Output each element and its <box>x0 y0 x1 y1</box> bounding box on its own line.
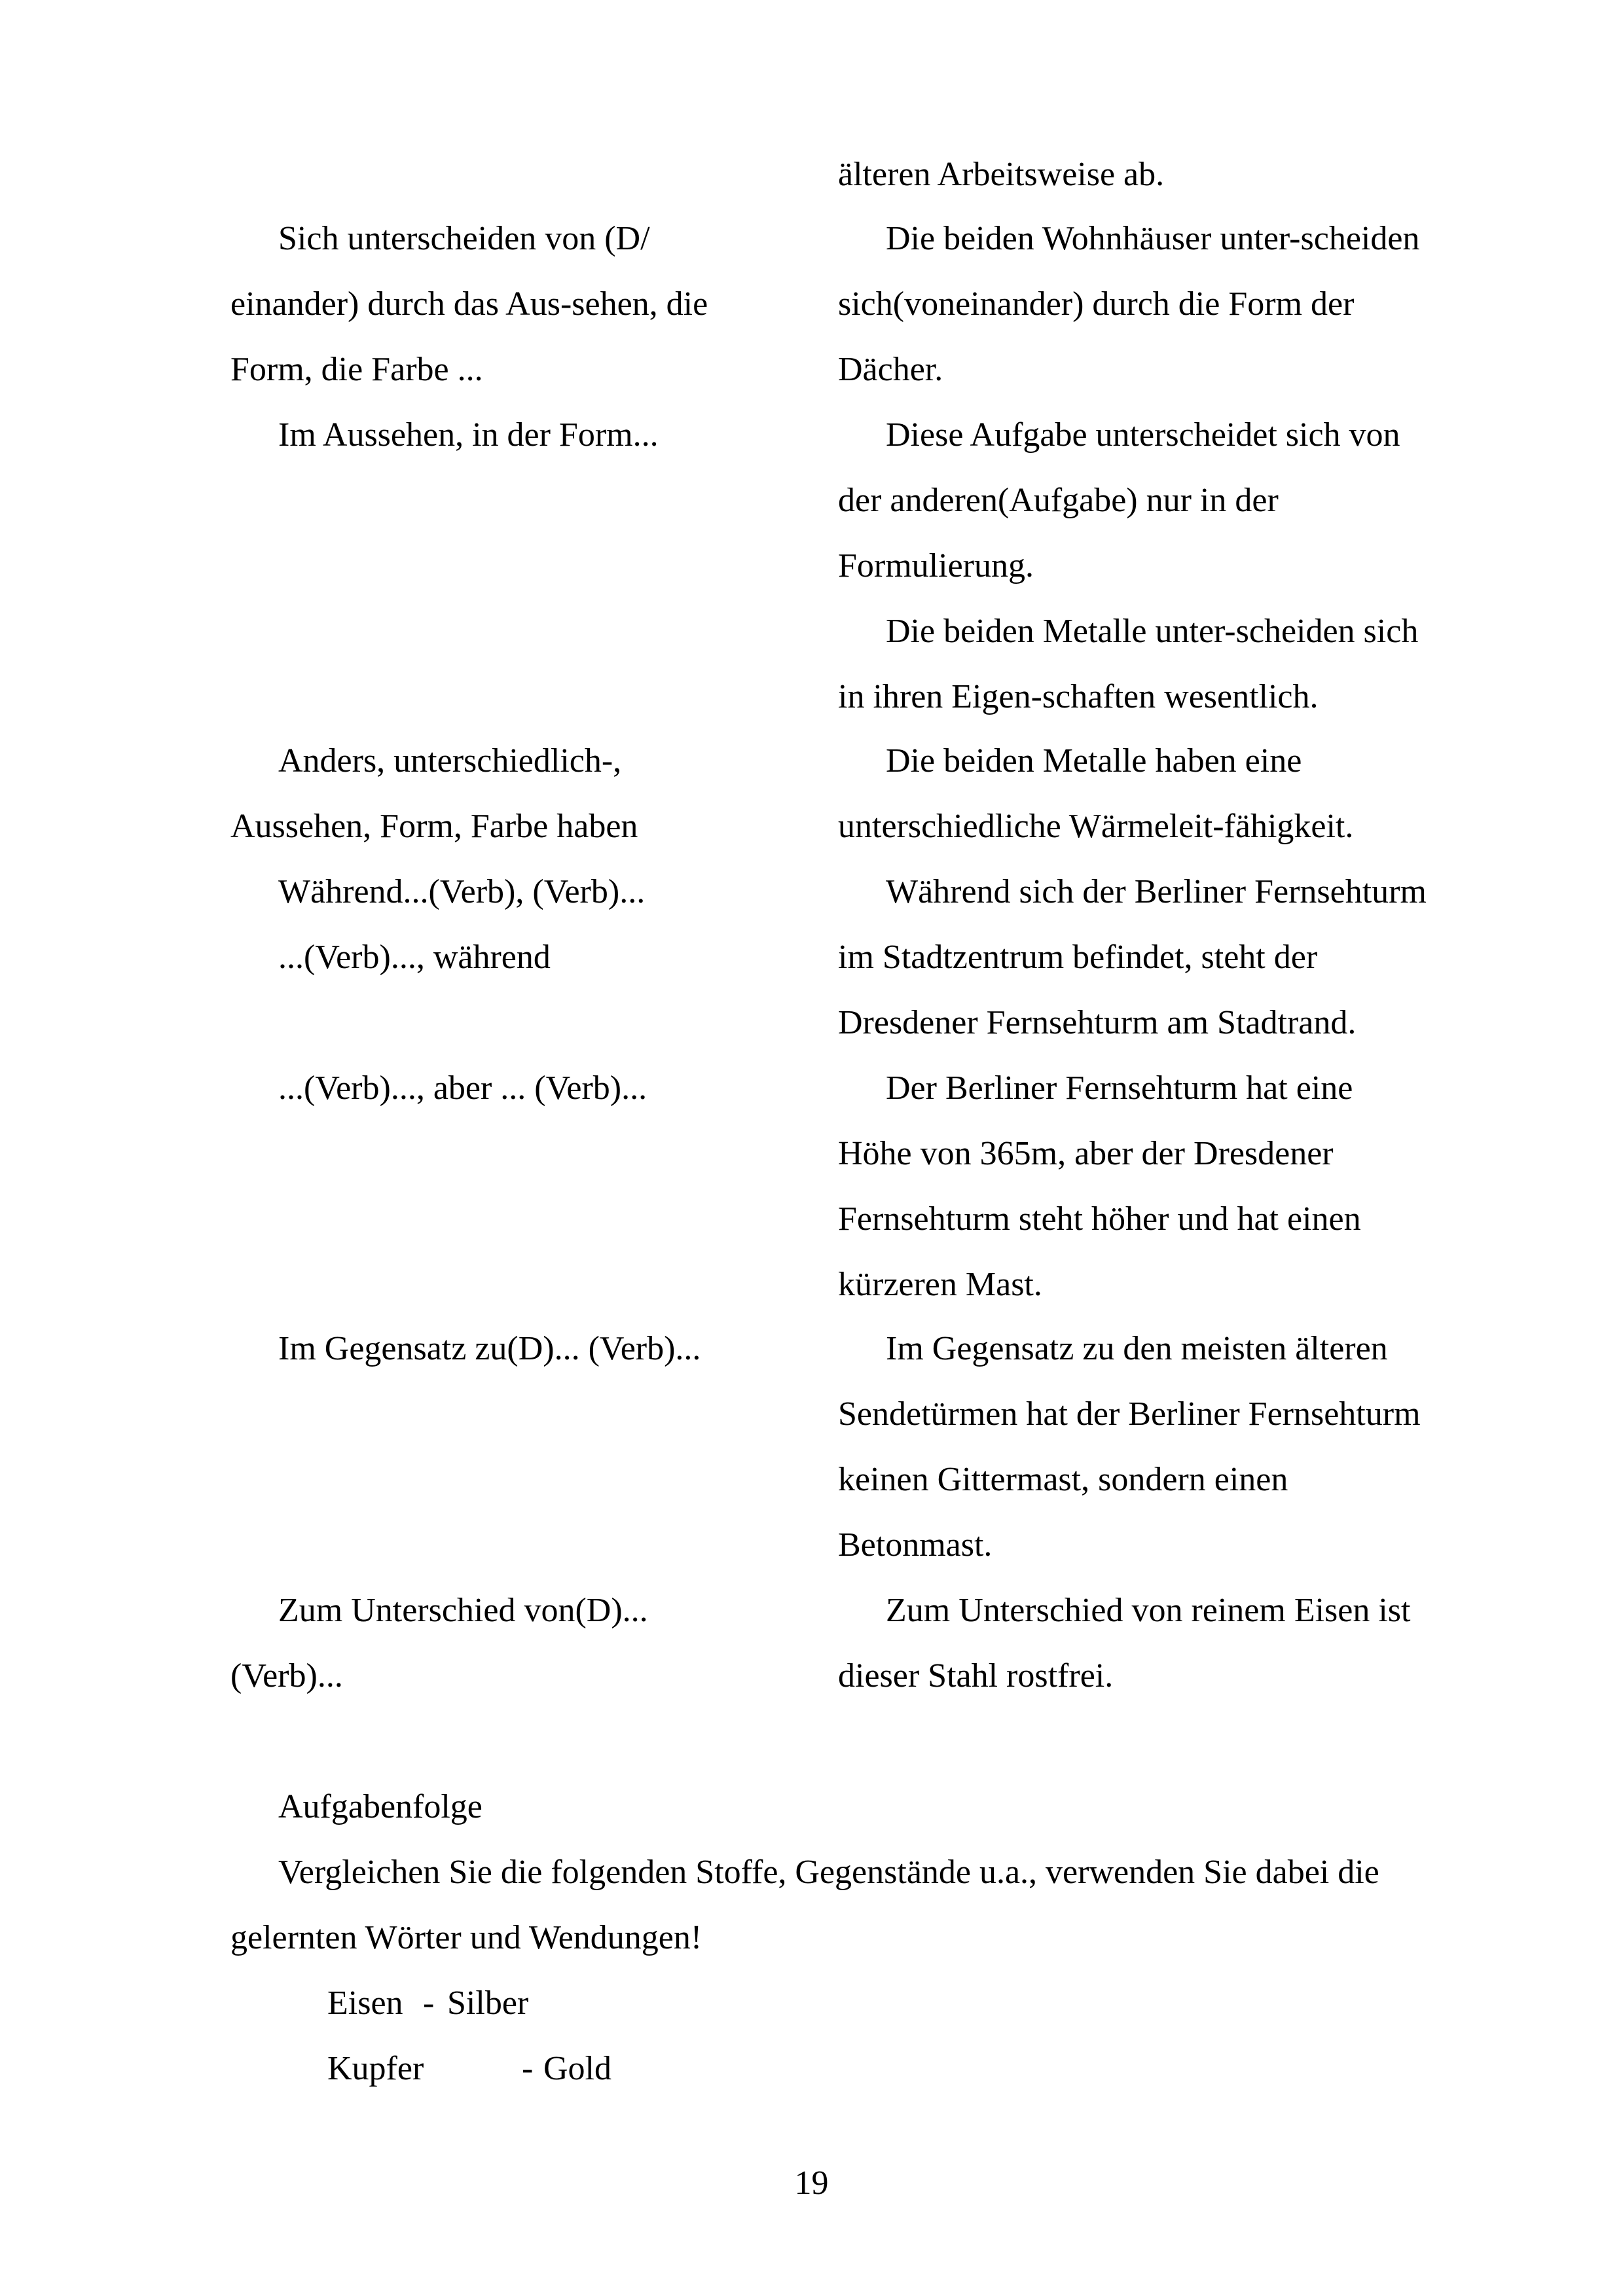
pair-1-separator: - <box>423 1984 435 2022</box>
right-line-14: Dresdener Fernsehturm am Stadtrand. <box>838 1004 1357 1041</box>
right-line-11: unterschiedliche Wärmeleit-fähigkeit. <box>838 808 1354 845</box>
left-line-12: (Verb)... <box>230 1657 343 1695</box>
right-line-1: älteren Arbeitsweise ab. <box>838 156 1165 193</box>
page-number: 19 <box>794 2164 829 2202</box>
right-line-19: Im Gegensatz zu den meisten älteren <box>886 1330 1388 1367</box>
right-line-16: Höhe von 365m, aber der Dresdener <box>838 1135 1334 1172</box>
left-line-9: ...(Verb)..., aber ... (Verb)... <box>278 1069 647 1107</box>
right-line-8: Die beiden Metalle unter-scheiden sich <box>886 613 1419 650</box>
right-line-20: Sendetürmen hat der Berliner Fernsehturm <box>838 1395 1421 1433</box>
right-line-4: Dächer. <box>838 351 943 388</box>
left-line-8: ...(Verb)..., während <box>278 939 551 976</box>
pair-1-a: Eisen <box>327 1984 403 2022</box>
left-line-4: Im Aussehen, in der Form... <box>278 416 659 454</box>
right-line-13: im Stadtzentrum befindet, steht der <box>838 939 1318 976</box>
pair-2-b: Gold <box>543 2050 611 2087</box>
pair-1-b: Silber <box>447 1984 529 2022</box>
right-line-3: sich(voneinander) durch die Form der <box>838 285 1355 323</box>
left-line-2: einander) durch das Aus-sehen, die <box>230 285 708 323</box>
right-line-15: Der Berliner Fernsehturm hat eine <box>886 1069 1353 1107</box>
pair-2-separator: - <box>522 2050 534 2087</box>
left-line-1: Sich unterscheiden von (D/ <box>278 220 650 257</box>
right-line-12: Während sich der Berliner Fernsehturm <box>886 873 1427 910</box>
right-line-2: Die beiden Wohnhäuser unter-scheiden <box>886 220 1420 257</box>
right-line-22: Betonmast. <box>838 1526 993 1564</box>
task-instruction-line-2: gelernten Wörter und Wendungen! <box>230 1919 702 1956</box>
right-line-18: kürzeren Mast. <box>838 1266 1042 1303</box>
right-line-17: Fernsehturm steht höher und hat einen <box>838 1200 1361 1238</box>
left-line-7: Während...(Verb), (Verb)... <box>278 873 646 910</box>
task-heading: Aufgabenfolge <box>278 1788 483 1825</box>
right-line-9: in ihren Eigen-schaften wesentlich. <box>838 678 1319 715</box>
right-line-21: keinen Gittermast, sondern einen <box>838 1461 1288 1498</box>
task-instruction-line-1: Vergleichen Sie die folgenden Stoffe, Gegenstände u.a., verwenden Sie dabei die <box>278 1854 1379 1891</box>
right-line-6: der anderen(Aufgabe) nur in der <box>838 482 1279 519</box>
left-line-6: Aussehen, Form, Farbe haben <box>230 808 638 845</box>
right-line-23: Zum Unterschied von reinem Eisen ist <box>886 1592 1411 1629</box>
left-line-5: Anders, unterschiedlich-, <box>278 742 622 780</box>
left-line-11: Zum Unterschied von(D)... <box>278 1592 648 1629</box>
right-line-24: dieser Stahl rostfrei. <box>838 1657 1114 1695</box>
pair-2-a: Kupfer <box>327 2050 424 2087</box>
right-line-5: Diese Aufgabe unterscheidet sich von <box>886 416 1400 454</box>
right-line-10: Die beiden Metalle haben eine <box>886 742 1302 780</box>
left-line-3: Form, die Farbe ... <box>230 351 483 388</box>
right-line-7: Formulierung. <box>838 547 1034 584</box>
left-line-10: Im Gegensatz zu(D)... (Verb)... <box>278 1330 701 1367</box>
